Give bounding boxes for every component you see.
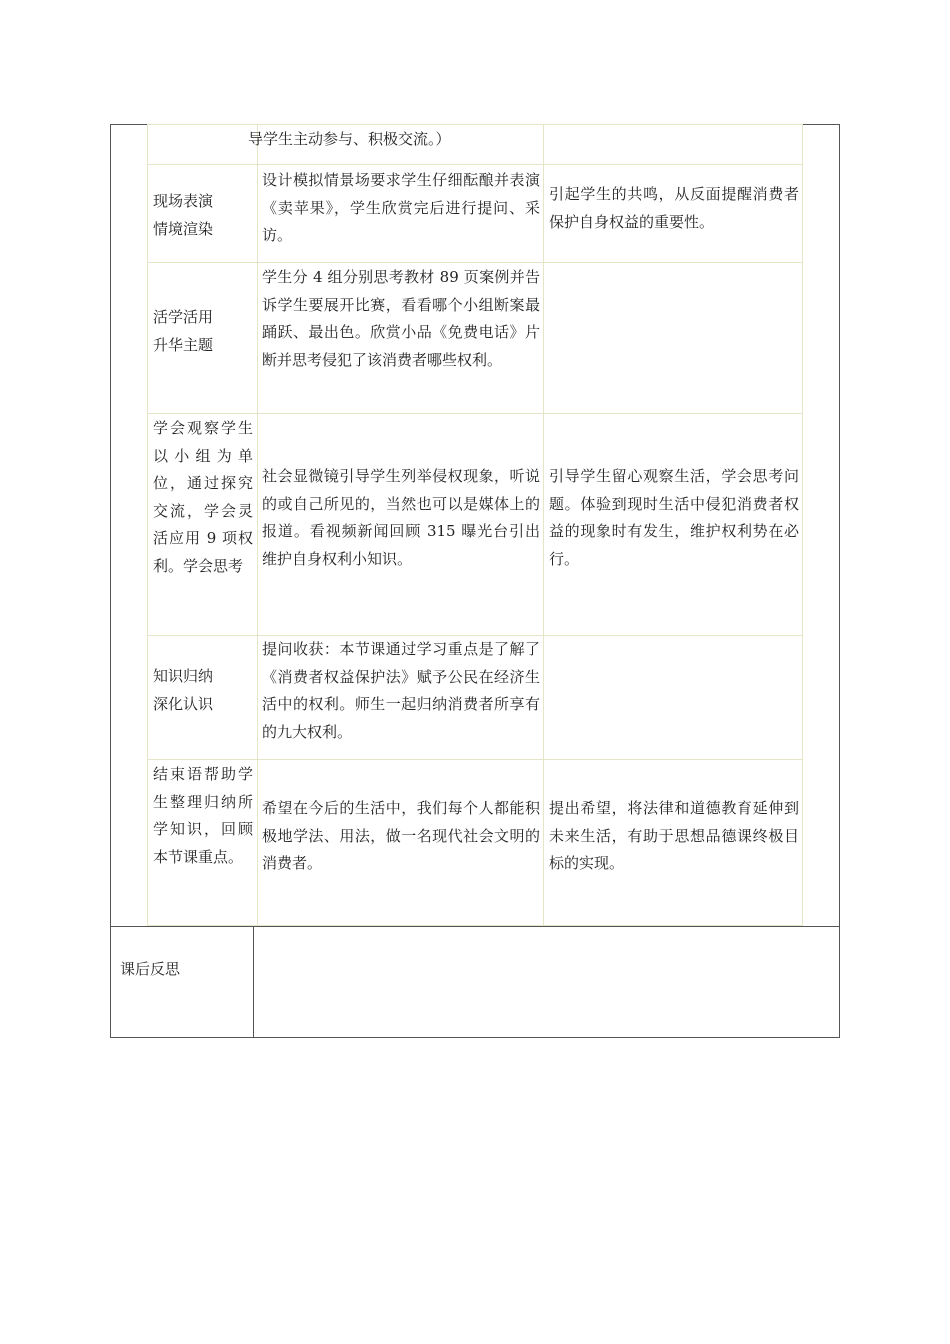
stage-line: 知识归纳 bbox=[153, 667, 214, 685]
reflection-label: 课后反思 bbox=[120, 960, 181, 978]
inner-row-divider bbox=[147, 262, 803, 263]
row-2-stage bbox=[153, 304, 253, 359]
stage-line: 现场表演 bbox=[153, 192, 214, 210]
stage-line: 活学活用 bbox=[153, 308, 214, 326]
stage-line: 深化认识 bbox=[153, 694, 214, 713]
stage-line: 情境渲染 bbox=[153, 219, 214, 238]
row-4-stage bbox=[153, 663, 253, 718]
row-0-activity: 导学生主动参与、积极交流。） bbox=[248, 130, 451, 148]
row-1-intent: 引起学生的共鸣，从反面提醒消费者保护自身权益的重要性。 bbox=[549, 185, 799, 231]
row-5-activity: 希望在今后的生活中，我们每个人都能积极地学法、用法，做一名现代社会文明的消费者。 bbox=[262, 799, 540, 872]
row-3-intent: 引导学生留心观察生活，学会思考问题。体验到现时生活中侵犯消费者权益的现象时有发生，维护权利势在必行。 bbox=[549, 467, 799, 568]
row-3-activity: 社会显微镜引导学生列举侵权现象，听说的或自己所见的，当然也可以是媒体上的报道。看视频新闻回顾 315 曝光台引出维护自身权利小知识。 bbox=[262, 467, 540, 568]
row-1-activity: 设计模拟情景场要求学生仔细酝酿并表演《卖苹果》，学生欣赏完后进行提问、采访。 bbox=[262, 171, 540, 244]
row-5-intent: 提出希望，将法律和道德教育延伸到未来生活，有助于思想品德课终极目标的实现。 bbox=[549, 799, 799, 872]
stage-line: 升华主题 bbox=[153, 335, 214, 354]
inner-row-divider bbox=[147, 759, 803, 760]
reflection-content[interactable] bbox=[262, 940, 822, 1030]
inner-col-divider-1 bbox=[257, 124, 258, 926]
reflection-column-divider bbox=[253, 926, 254, 1038]
inner-row-divider bbox=[147, 413, 803, 414]
inner-row-divider bbox=[147, 164, 803, 165]
inner-col-divider-2 bbox=[543, 124, 544, 926]
row-2-activity: 学生分 4 组分别思考教材 89 页案例并告诉学生要展开比赛，看看哪个小组断案最踊跃、最出色。欣赏小品《免费电话》片断并思考侵犯了该消费者哪些权利。 bbox=[262, 268, 540, 369]
row-1-stage bbox=[153, 188, 253, 243]
row-5-stage: 结束语帮助学生整理归纳所学知识，回顾本节课重点。 bbox=[153, 765, 253, 866]
reflection-divider bbox=[110, 926, 840, 927]
row-3-stage: 学会观察学生以小组为单位，通过探究交流，学会灵活应用 9 项权利。学会思考 bbox=[153, 419, 253, 575]
row-4-activity: 提问收获：本节课通过学习重点是了解了《消费者权益保护法》赋予公民在经济生活中的权利。师生一起归纳消费者所享有的九大权利。 bbox=[262, 640, 540, 741]
